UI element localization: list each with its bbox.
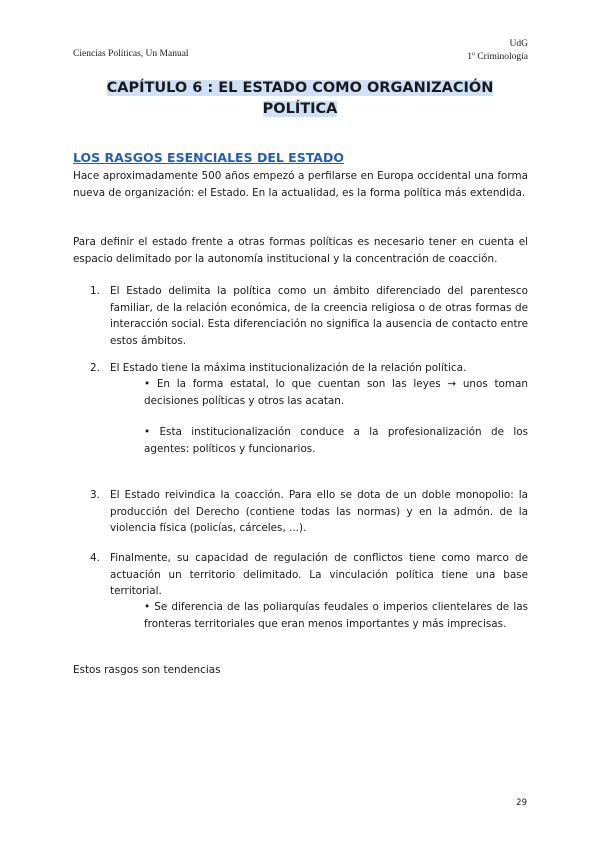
chapter-title-line2: POLÍTICA — [262, 101, 338, 117]
list-item-number: 1. — [90, 285, 100, 297]
list-item — [90, 360, 528, 377]
header-university: UdG — [509, 39, 528, 49]
header-degree: 1º Criminología — [467, 52, 528, 62]
list-item-number: 2. — [90, 362, 100, 374]
list-item-text: El Estado delimita la política como un ámbito diferenciado del parentesco familiar, de la relación económica, de la creencia religiosa o de otras formas de interacción social. Esta diferenciación no significa la ausencia de contacto entre estos ámbitos. — [110, 285, 528, 347]
list-item-text: El Estado reivindica la coacción. Para ello se dota de un doble monopolio: la producción del Derecho (contiene todas las normas) y en la admón. de la violencia física (policías, cárceles, ...). — [110, 489, 528, 534]
list-item-text: El Estado tiene la máxima institucionalización de la relación política. — [110, 362, 467, 374]
chapter-title-line1: CAPÍTULO 6 : EL ESTADO COMO ORGANIZACIÓN — [106, 80, 494, 96]
closing-paragraph: Estos rasgos son tendencias — [73, 664, 221, 676]
definition-paragraph: Para definir el estado frente a otras formas políticas es necesario tener en cuenta el espacio delimitado por la autonomía institucional y la concentración de coacción. — [73, 236, 528, 265]
list-item-number: 3. — [90, 489, 100, 501]
header-course-info — [467, 38, 528, 64]
page-number: 29 — [516, 798, 527, 808]
intro-paragraph: Hace aproximadamente 500 años empezó a perfilarse en Europa occidental una forma nueva de organización: el Estado. En la actualidad, es la forma política más extendida. — [73, 170, 528, 199]
list-item-number: 4. — [90, 552, 100, 564]
list-item — [90, 487, 528, 537]
list-item — [90, 550, 528, 600]
header-book-title: Ciencias Políticas, Un Manual — [73, 49, 189, 59]
bullet-item: • Se diferencia de las poliarquías feudales o imperios clientelares de las fronteras territoriales que eran menos importantes y más imprecisas. — [144, 601, 528, 630]
list-item — [90, 283, 528, 349]
section-heading: LOS RASGOS ESENCIALES DEL ESTADO — [73, 150, 344, 165]
bullet-item: • En la forma estatal, lo que cuentan son las leyes → unos toman decisiones políticas y otros las acatan. — [144, 378, 528, 407]
chapter-title — [73, 78, 527, 120]
bullet-item: • Esta institucionalización conduce a la profesionalización de los agentes: políticos y funcionarios. — [144, 426, 528, 455]
list-item-text: Finalmente, su capacidad de regulación de conflictos tiene como marco de actuación un territorio delimitado. La vinculación política tiene una base territorial. — [110, 552, 528, 597]
